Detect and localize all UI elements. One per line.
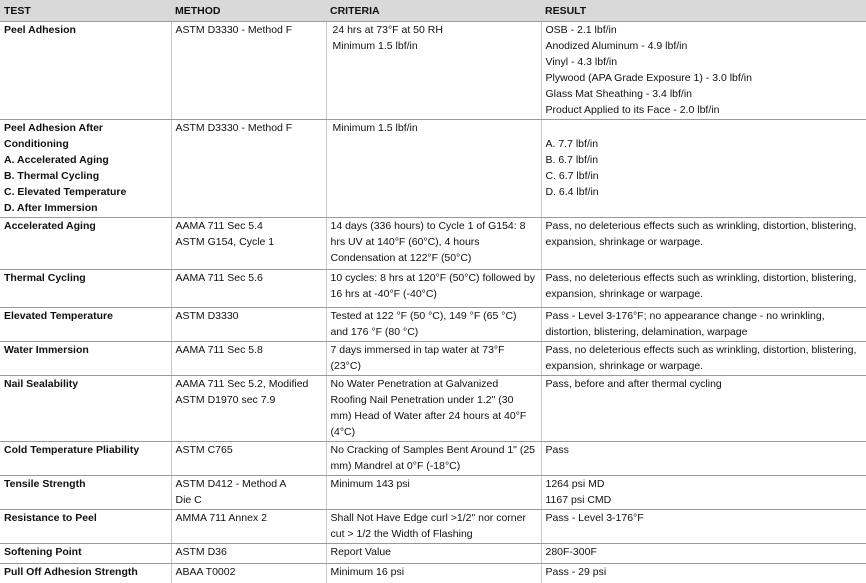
header-method: METHOD	[171, 0, 326, 22]
test-cell: Accelerated Aging	[0, 218, 171, 270]
method-cell: ASTM C765	[171, 442, 326, 476]
method-cell: AAMA 711 Sec 5.2, Modified ASTM D1970 sec 7.9	[171, 376, 326, 442]
criteria-cell: Minimum 16 psi	[326, 564, 541, 583]
table-row	[0, 22, 866, 120]
result-cell: Pass, no deleterious effects such as wrinkling, distortion, blistering, expansion, shrinkage or warpage.	[541, 342, 866, 376]
test-cell: Elevated Temperature	[0, 308, 171, 342]
test-cell: Peel Adhesion	[0, 22, 171, 120]
criteria-cell: Tested at 122 °F (50 °C), 149 °F (65 °C) and 176 °F (80 °C)	[326, 308, 541, 342]
result-cell: Pass - 29 psi	[545, 566, 607, 578]
method-cell: AMMA 711 Annex 2	[171, 510, 326, 544]
method-cell: AAMA 711 Sec 5.4 ASTM G154, Cycle 1	[171, 218, 326, 270]
test-cell: Resistance to Peel	[0, 510, 171, 544]
table-row	[0, 442, 866, 476]
criteria-cell: 24 hrs at 73°F at 50 RH Minimum 1.5 lbf/in	[326, 22, 541, 120]
test-cell: Peel Adhesion After Conditioning A. Accelerated Aging B. Thermal Cycling C. Elevated Temperature D. After Immersion	[0, 120, 171, 218]
table-row	[0, 342, 866, 376]
table-row	[0, 476, 866, 510]
table-row	[0, 564, 866, 583]
criteria-cell: Shall Not Have Edge curl >1/2" nor corner cut > 1/2 the Width of Flashing	[326, 510, 541, 544]
header-row	[0, 0, 866, 22]
header-criteria: CRITERIA	[326, 0, 541, 22]
header-test: TEST	[0, 0, 171, 22]
table-row	[0, 308, 866, 342]
result-cell: Pass - Level 3-176°F	[541, 510, 866, 544]
criteria-cell: Minimum 143 psi	[326, 476, 541, 510]
test-cell: Cold Temperature Pliability	[0, 442, 171, 476]
criteria-cell: 14 days (336 hours) to Cycle 1 of G154: 8 hrs UV at 140°F (60°C), 4 hours Condensation at 122°F (50°C)	[326, 218, 541, 270]
table-row	[0, 510, 866, 544]
table-row	[0, 120, 866, 218]
method-cell: ASTM D3330	[171, 308, 326, 342]
test-cell: Nail Sealability	[0, 376, 171, 442]
result-cell: Pass, no deleterious effects such as wrinkling, distortion, blistering, expansion, shrinkage or warpage.	[541, 270, 866, 308]
criteria-cell: Minimum 1.5 lbf/in	[326, 120, 541, 218]
result-cell: OSB - 2.1 lbf/in Anodized Aluminum - 4.9 lbf/in Vinyl - 4.3 lbf/in Plywood (APA Grade Exposure 1) - 3.0 lbf/in Glass Mat Sheathing - 3.4 lbf/in Product Applied to its Face - 2.0 lbf/in	[541, 22, 866, 120]
method-cell: AAMA 711 Sec 5.6	[171, 270, 326, 308]
table-row	[0, 544, 866, 564]
criteria-cell: No Water Penetration at Galvanized Roofing Nail Penetration under 1.2" (30 mm) Head of Water after 24 hours at 40°F (4°C)	[326, 376, 541, 442]
table-row	[0, 270, 866, 308]
result-cell: Pass	[541, 442, 866, 476]
criteria-cell: Report Value	[326, 544, 541, 564]
method-cell: ASTM D3330 - Method F	[171, 22, 326, 120]
test-cell: Tensile Strength	[0, 476, 171, 510]
test-cell: Thermal Cycling	[0, 270, 171, 308]
method-cell: ABAA T0002	[171, 564, 326, 583]
criteria-cell: 7 days immersed in tap water at 73°F (23°C)	[326, 342, 541, 376]
result-cell: 1264 psi MD 1167 psi CMD	[541, 476, 866, 510]
table-row	[0, 376, 866, 442]
result-cell: A. 7.7 lbf/in B. 6.7 lbf/in C. 6.7 lbf/in D. 6.4 lbf/in	[541, 120, 866, 218]
header-result: RESULT	[541, 0, 866, 22]
criteria-cell: 10 cycles: 8 hrs at 120°F (50°C) followed by 16 hrs at -40°F (-40°C)	[326, 270, 541, 308]
method-cell: ASTM D36	[171, 544, 326, 564]
result-cell: 280F-300F	[541, 544, 866, 564]
result-cell: Pass, before and after thermal cycling	[541, 376, 866, 442]
test-cell: Softening Point	[0, 544, 171, 564]
method-cell: ASTM D412 - Method A Die C	[171, 476, 326, 510]
method-cell: ASTM D3330 - Method F	[171, 120, 326, 218]
result-cell: Pass - Level 3-176°F; no appearance change - no wrinkling, distortion, blistering, delamination, warpage	[541, 308, 866, 342]
criteria-cell: No Cracking of Samples Bent Around 1" (25 mm) Mandrel at 0°F (-18°C)	[326, 442, 541, 476]
result-cell: Pass, no deleterious effects such as wrinkling, distortion, blistering, expansion, shrinkage or warpage.	[541, 218, 866, 270]
test-cell: Pull Off Adhesion Strength	[0, 564, 171, 583]
test-cell: Water Immersion	[0, 342, 171, 376]
method-cell: AAMA 711 Sec 5.8	[171, 342, 326, 376]
table-row	[0, 218, 866, 270]
